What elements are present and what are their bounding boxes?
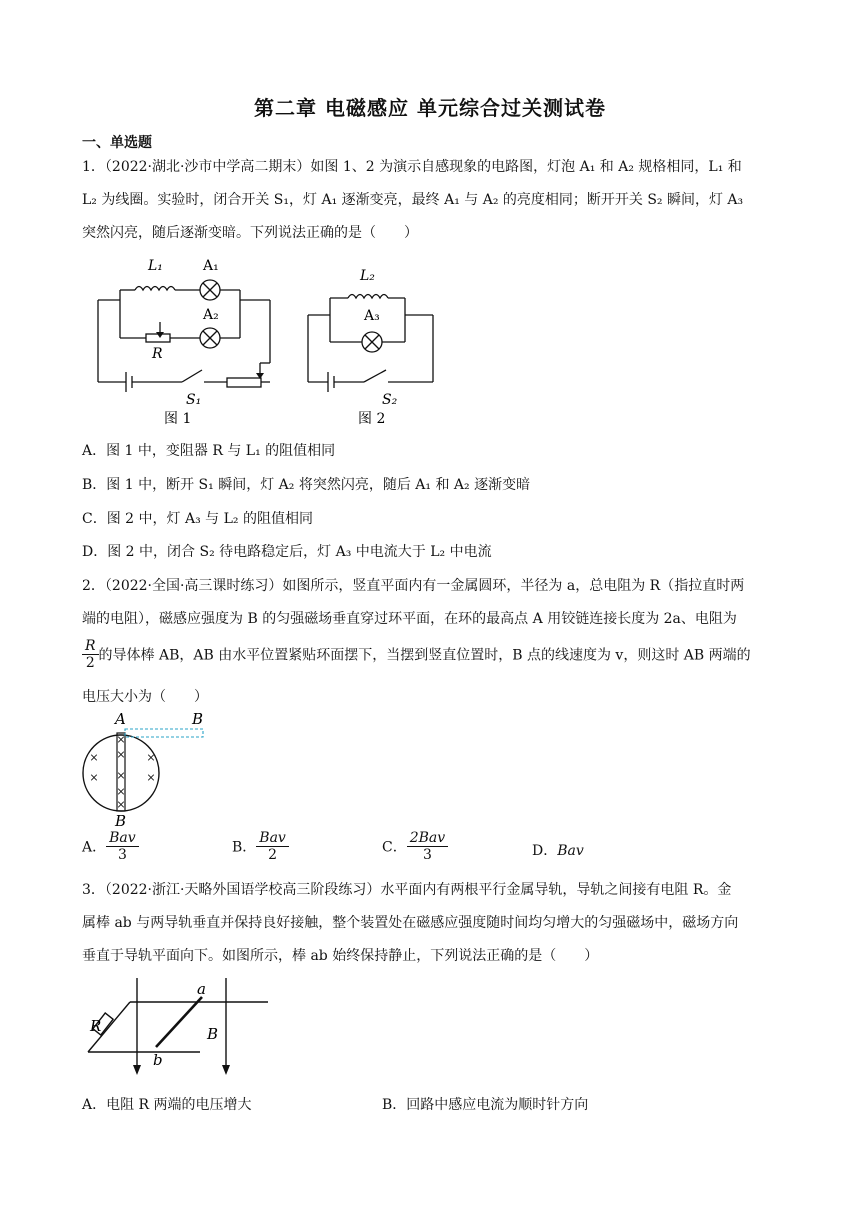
fig2-S2-label: S₂ [382, 392, 398, 408]
q3-line3: 垂直于导轨平面向下。如图所示，棒 ab 始终保持静止，下列说法正确的是（ ） [82, 948, 599, 964]
q3-option-a: A．电阻 R 两端的电压增大 [82, 1097, 252, 1113]
q2-line3: $\frac{R}{2}$ 的导体棒 AB，AB 由水平位置紧贴环面摆下，当摆到竖直位置时，B 点的线速度为 v，则这时 AB 两端的 [82, 638, 751, 671]
q1-option-c: C．图 2 中，灯 A₃ 与 L₂ 的阻值相同 [82, 511, 313, 527]
q2-line1: 2．（2022·全国·高三课时练习）如图所示，竖直平面内有一金属圆环，半径为 a，总电阻为 R（指拉直时两 [82, 578, 745, 594]
q2-option-d: D．Bav [532, 843, 584, 859]
q1-figure1 [90, 248, 290, 428]
svg-text:×: × [116, 785, 126, 798]
q2-option-a: A． $\frac{\text{Bav}}{3}$ [82, 830, 139, 863]
q2-fig-A-label: A [115, 710, 126, 728]
q2-fig-B-bottom-label: B [115, 812, 127, 828]
fig1-A2-label: A₂ [203, 307, 219, 323]
svg-text:×: × [116, 748, 126, 761]
q1-option-b: B．图 1 中，断开 S₁ 瞬间，灯 A₂ 将突然闪亮，随后 A₁ 和 A₂ 逐渐变暗 [82, 477, 531, 493]
q1-option-d: D．图 2 中，闭合 S₂ 待电路稳定后，灯 A₃ 中电流大于 L₂ 中电流 [82, 544, 492, 560]
fig1-caption: 图 1 [164, 411, 192, 427]
q1-option-a: A．图 1 中，变阻器 R 与 L₁ 的阻值相同 [82, 443, 336, 459]
q3-fig-B-label: B [207, 1025, 219, 1043]
q3-fig-a-label: a [197, 980, 206, 998]
q1-line3: 突然闪亮，随后逐渐变暗。下列说法正确的是（ ） [82, 225, 418, 241]
svg-text:×: × [89, 751, 99, 764]
fig2-L2-label: L₂ [360, 268, 375, 284]
svg-text:×: × [116, 769, 126, 782]
fig1-L1-label: L₁ [148, 258, 163, 274]
section-heading: 一、单选题 [82, 135, 152, 151]
fig1-S1-label: S₁ [186, 392, 202, 408]
q3-fig-R-label: R [90, 1017, 102, 1035]
q1-line2: L₂ 为线圈。实验时，闭合开关 S₁，灯 A₁ 逐渐变亮，最终 A₁ 与 A₂ 的亮度相同；断开开关 S₂ 瞬间，灯 A₃ [82, 192, 744, 208]
q2-line2: 端的电阻），磁感应强度为 B 的匀强磁场垂直穿过环平面，在环的最高点 A 用铰链连接长度为 2a、电阻为 [82, 611, 737, 627]
fig1-R-label: R [152, 346, 163, 362]
svg-text:×: × [146, 771, 156, 784]
q2-fig-B-top-label: B [192, 710, 204, 728]
q2-figure [78, 710, 218, 828]
q2-fraction: $\frac{R}{2}$ [82, 638, 99, 671]
fig2-caption: 图 2 [358, 411, 386, 427]
q3-option-b: B．回路中感应电流为顺时针方向 [382, 1097, 589, 1113]
q3-figure [80, 975, 280, 1080]
q2-option-b: B． $\frac{\text{Bav}}{2}$ [232, 830, 289, 863]
q2-line4: 电压大小为（ ） [82, 689, 208, 705]
svg-text:×: × [89, 771, 99, 784]
q3-line1: 3．（2022·浙江·天略外国语学校高三阶段练习）水平面内有两根平行金属导轨，导轨之间接有电阻 R。金 [82, 882, 732, 898]
q2-option-c: C． $\frac{\text{2Bav}}{3}$ [382, 830, 448, 863]
fig1-A1-label: A₁ [203, 258, 219, 274]
svg-text:×: × [116, 733, 126, 746]
fig2-A3-label: A₃ [364, 308, 380, 324]
q3-line2: 属棒 ab 与两导轨垂直并保持良好接触，整个装置处在磁感应强度随时间均匀增大的匀强磁场中，磁场方向 [82, 915, 739, 931]
q1-line1: 1．（2022·湖北·沙市中学高二期末）如图 1、2 为演示自感现象的电路图，灯泡 A₁ 和 A₂ 规格相同，L₁ 和 [82, 159, 742, 175]
page-title: 第二章 电磁感应 单元综合过关测试卷 [254, 96, 606, 120]
q1-figure2 [300, 260, 450, 428]
q3-fig-b-label: b [153, 1051, 163, 1069]
svg-text:×: × [116, 798, 126, 811]
svg-text:×: × [146, 751, 156, 764]
